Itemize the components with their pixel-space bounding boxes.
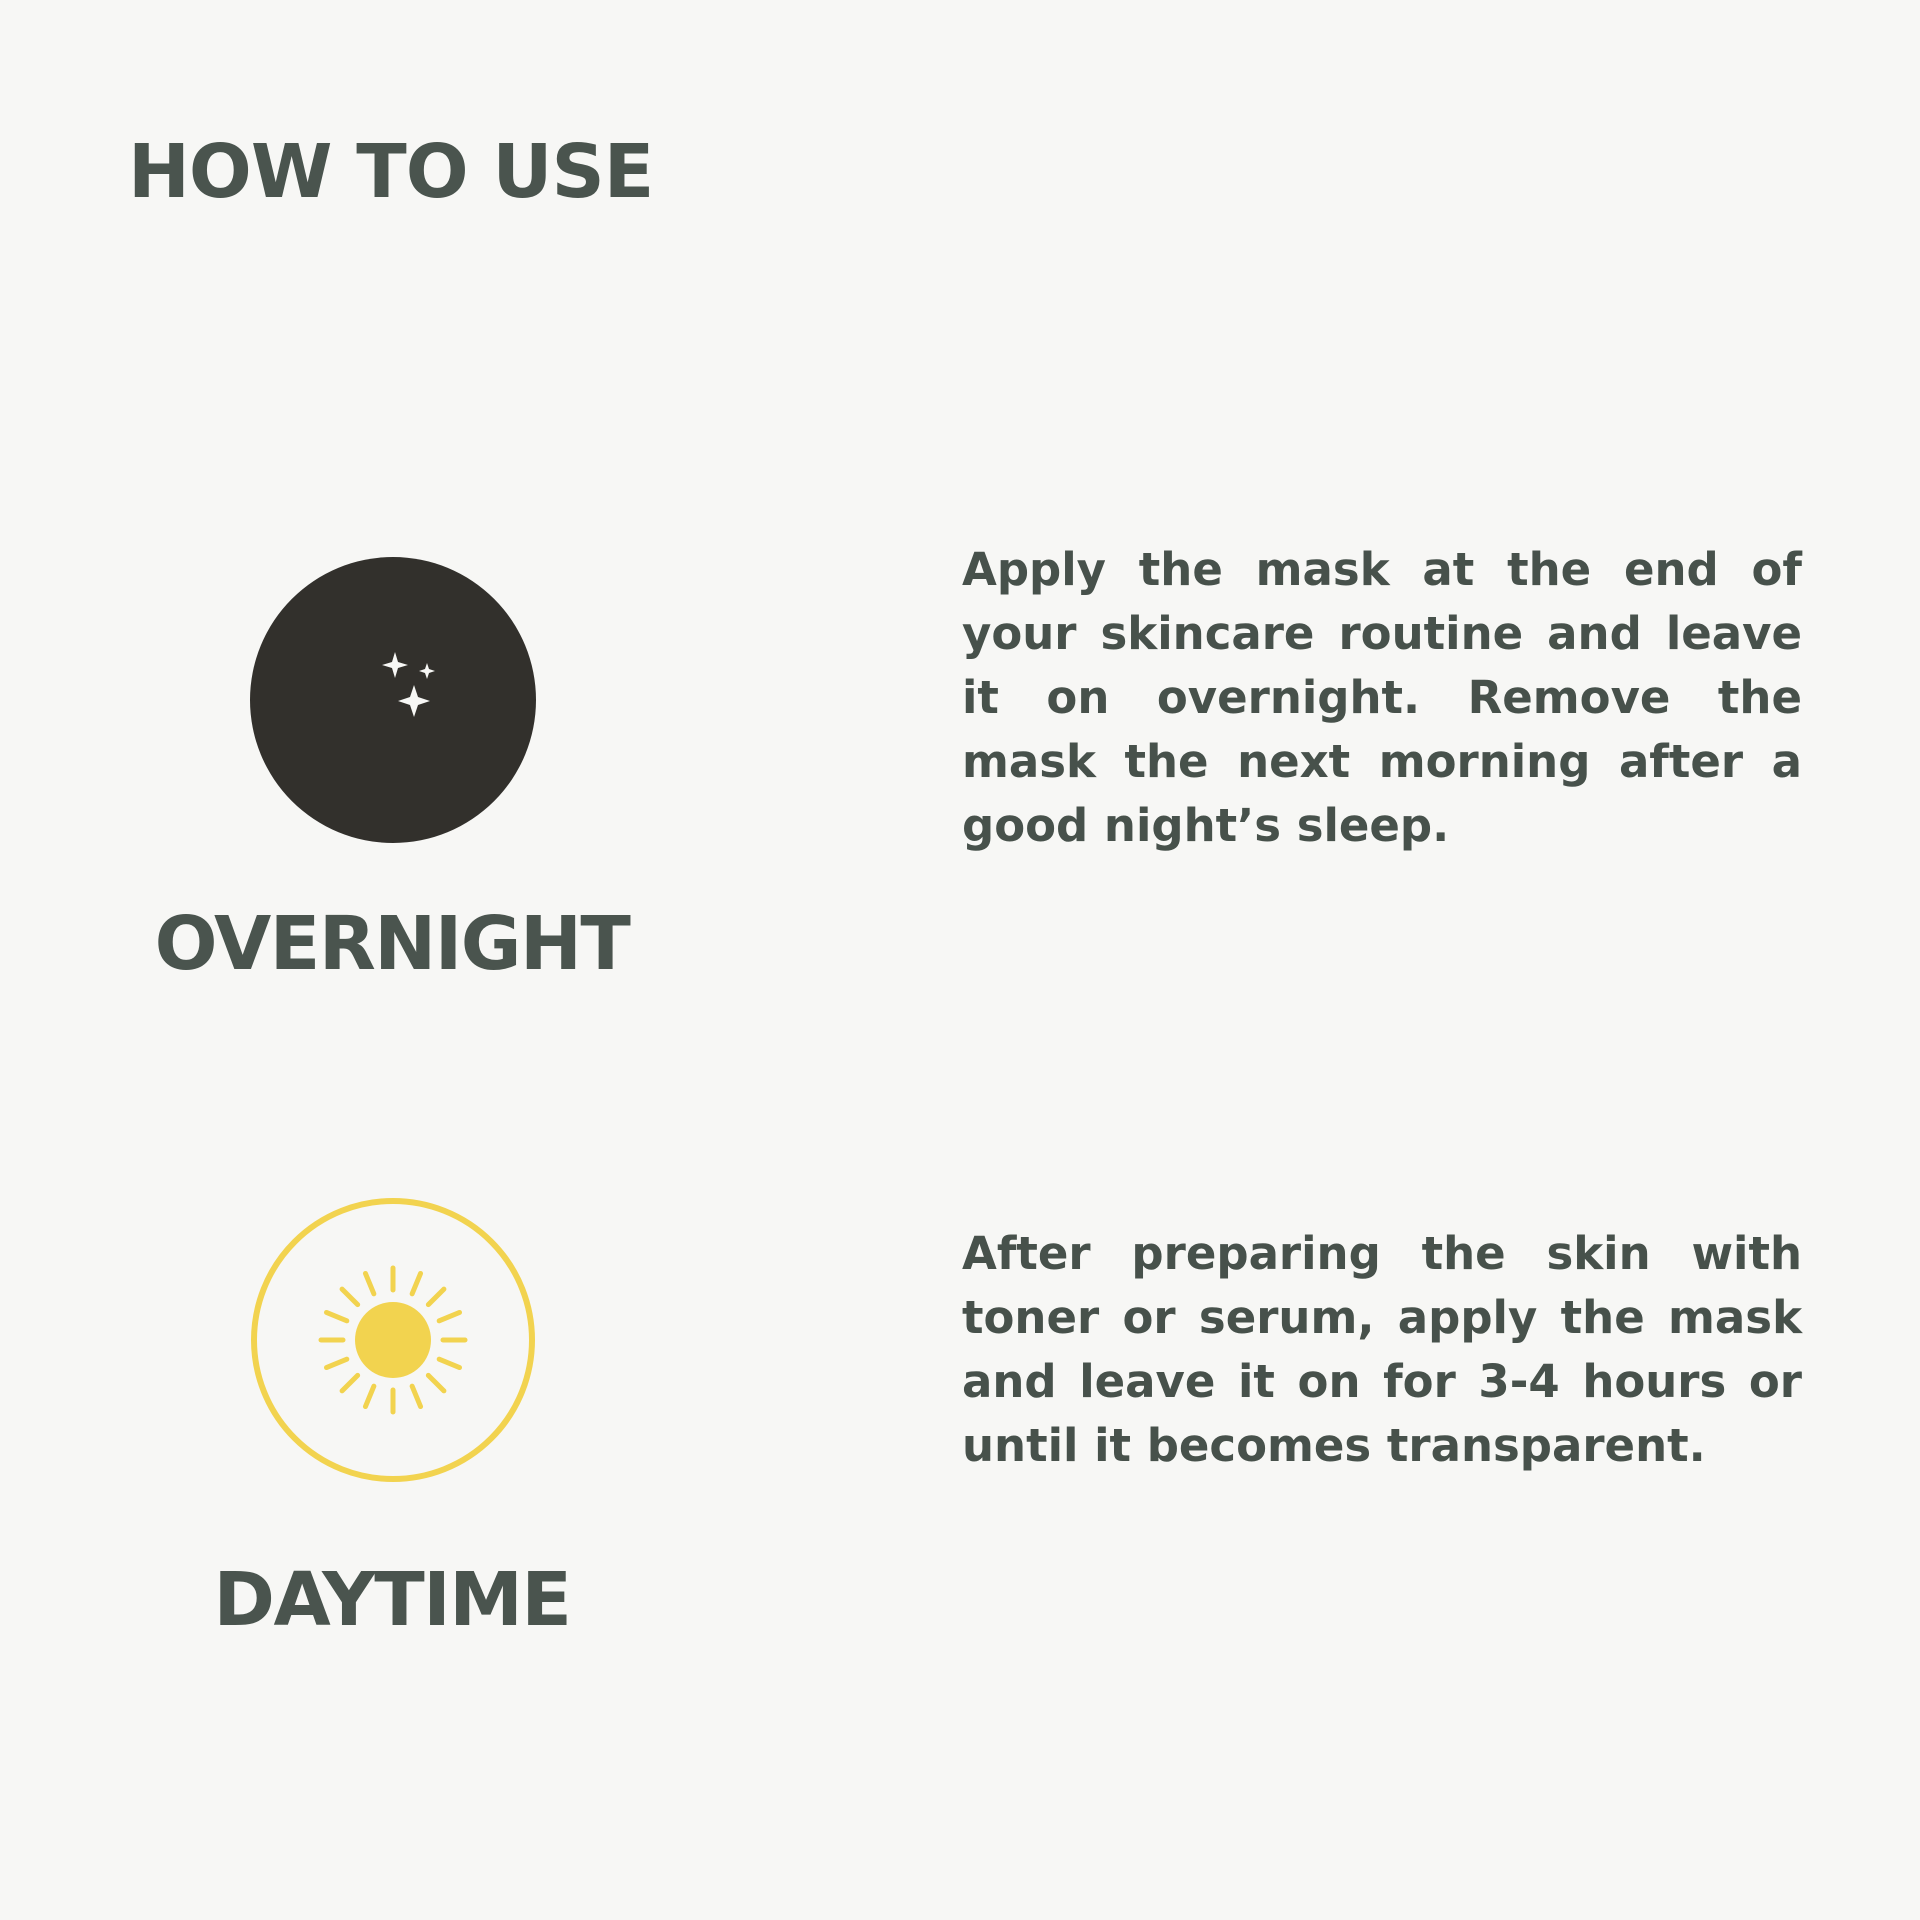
sun-ray bbox=[365, 1386, 373, 1406]
section-label-daytime: DAYTIME bbox=[213, 1557, 571, 1643]
description-overnight: Apply the mask at the end of your skincare routine and leave it on overnight. Remove the mask the next morning after a good night’s sleep. bbox=[962, 543, 1802, 852]
sun-ray bbox=[428, 1289, 444, 1305]
sun-ray bbox=[412, 1273, 420, 1293]
moon-stars-icon bbox=[248, 555, 538, 845]
sun-ray bbox=[342, 1289, 358, 1305]
sun-ray bbox=[342, 1375, 358, 1391]
sun-ray bbox=[439, 1312, 459, 1320]
sun-icon bbox=[248, 1195, 538, 1485]
sun-ray bbox=[412, 1386, 420, 1406]
sun-ray bbox=[365, 1273, 373, 1293]
sun-ray bbox=[326, 1359, 346, 1367]
sun-ray bbox=[428, 1375, 444, 1391]
section-label-overnight: OVERNIGHT bbox=[154, 901, 630, 987]
description-daytime: After preparing the skin with toner or serum, apply the mask and leave it on for 3-4 hours or until it becomes transparent. bbox=[962, 1227, 1802, 1472]
page-title: HOW TO USE bbox=[128, 129, 654, 215]
sun-ray bbox=[326, 1312, 346, 1320]
sun-ray bbox=[439, 1359, 459, 1367]
